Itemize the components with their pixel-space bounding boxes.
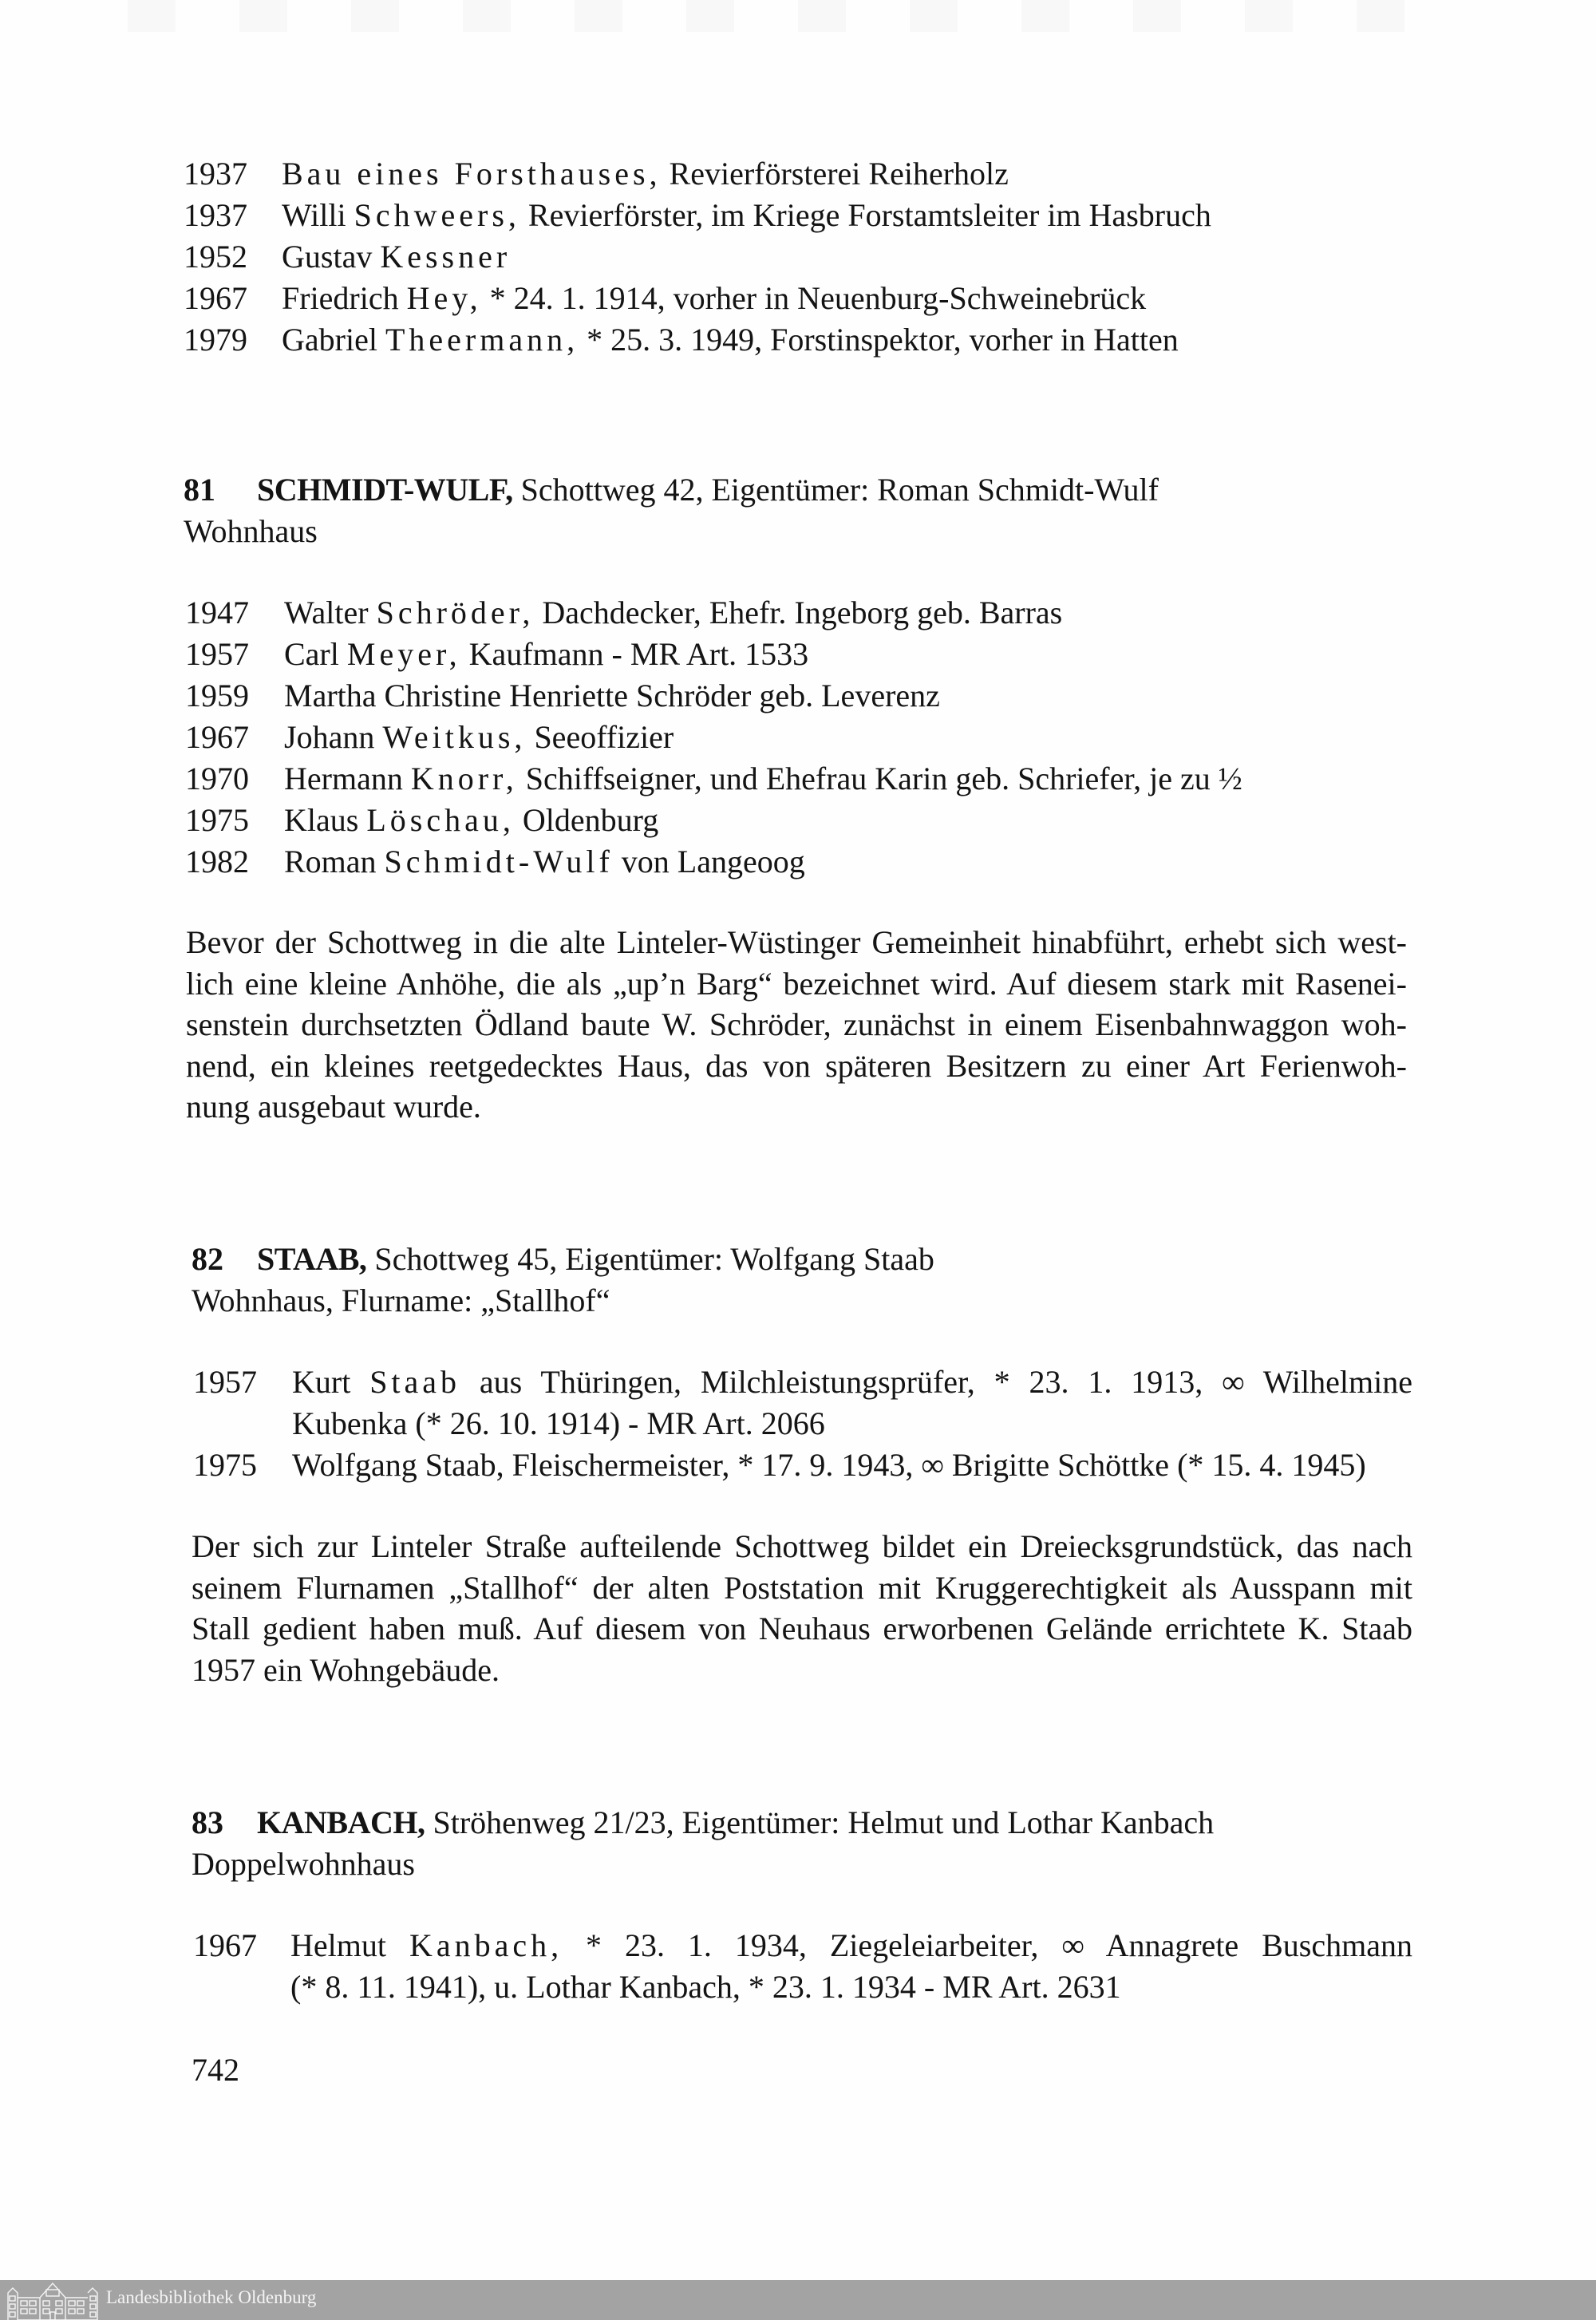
entry-text: Hermann Knorr, Schiffseigner, und Ehefrau Karin geb. Schriefer, je zu ½ <box>284 761 1242 796</box>
library-building-icon <box>5 2282 101 2320</box>
section-subtitle: Doppelwohnhaus <box>192 1846 415 1882</box>
section-paragraph: Der sich zur Linteler Straße aufteilende Schottweg bildet ein Dreiecksgrundstück, das nach seinem Flurnamen „Stallhof“ der alten Poststation mit Kruggerechtigkeit als Ausspann mit Stall gedient haben muß. Auf diesem von Neuhaus erworbenen Gelände errichtete K. Staab 1957 ein Wohngebäude. <box>192 1528 1412 1688</box>
entry-text: Kurt Staab aus Thüringen, Milchleistungsprüfer, * 23. 1. 1913, ∞ Wilhelmine <box>292 1364 1412 1400</box>
entry-year: 1975 <box>193 1447 257 1483</box>
list-item: Willi Schweers, Revierförster, im Kriege Forstamtsleiter im Hasbruch <box>282 197 1211 233</box>
entry-text-continuation: Kubenka (* 26. 10. 1914) - MR Art. 2066 <box>292 1405 825 1441</box>
entry-year: 1967 <box>185 719 249 755</box>
section-subtitle: Wohnhaus <box>184 513 318 549</box>
entry-text: Johann Weitkus, Seeoffizier <box>284 719 674 755</box>
list-year: 1979 <box>184 322 247 358</box>
entry-year: 1967 <box>193 1927 257 1963</box>
list-item: Friedrich Hey, * 24. 1. 1914, vorher in Neuenburg-Schweinebrück <box>282 280 1147 316</box>
entry-year: 1947 <box>185 595 249 630</box>
entry-text: Carl Meyer, Kaufmann - MR Art. 1533 <box>284 636 809 672</box>
entry-year: 1957 <box>193 1364 257 1400</box>
entry-text: Klaus Löschau, Oldenburg <box>284 802 659 838</box>
entry-year: 1982 <box>185 844 249 879</box>
entry-text-continuation: (* 8. 11. 1941), u. Lothar Kanbach, * 23. 1. 1934 - MR Art. 2631 <box>290 1969 1121 2005</box>
entry-year: 1959 <box>185 678 249 713</box>
entry-text: Helmut Kanbach, * 23. 1. 1934, Ziegeleiarbeiter, ∞ Annagrete Buschmann <box>290 1927 1412 1963</box>
library-name: Landesbibliothek Oldenburg <box>106 2287 317 2307</box>
section-subtitle: Wohnhaus, Flurname: „Stallhof“ <box>192 1283 610 1318</box>
entry-text: Martha Christine Henriette Schröder geb. Leverenz <box>284 678 940 713</box>
entry-year: 1957 <box>185 636 249 672</box>
section-heading: 81 SCHMIDT-WULF, Schottweg 42, Eigentümer: Roman Schmidt-Wulf <box>184 472 1159 508</box>
section-paragraph: Bevor der Schottweg in die alte Linteler-Wüstinger Gemeinheit hinabführt, erhebt sich west- lich eine kleine Anhöhe, die als „up’n Barg“ bezeichnet wird. Auf diesem stark mit Rasenei- senstein durchsetzten Ödland baute W. Schröder, zunächst in einem Eisenbahnwaggon woh- nend, ein kleines reetgedecktes Haus, das von späteren Besitzern zu einer Art Ferienwoh- nung ausgebaut wurde. <box>186 924 1407 1124</box>
list-year: 1937 <box>184 156 247 192</box>
section-heading: 82 STAAB, Schottweg 45, Eigentümer: Wolfgang Staab <box>192 1241 934 1277</box>
list-year: 1967 <box>184 280 247 316</box>
page-number: 742 <box>192 2052 239 2088</box>
section-heading: 83 KANBACH, Ströhenweg 21/23, Eigentümer: Helmut und Lothar Kanbach <box>192 1804 1215 1840</box>
footer-bar <box>0 2280 1596 2320</box>
list-item: Gustav Kessner <box>282 239 512 275</box>
show-through-artifact <box>128 0 1468 32</box>
list-year: 1937 <box>184 197 247 233</box>
list-year: 1952 <box>184 239 247 275</box>
entry-year: 1970 <box>185 761 249 796</box>
list-item: Gabriel Theermann, * 25. 3. 1949, Forstinspektor, vorher in Hatten <box>282 322 1179 358</box>
entry-text: Wolfgang Staab, Fleischermeister, * 17. 9. 1943, ∞ Brigitte Schöttke (* 15. 4. 1945) <box>292 1447 1366 1483</box>
list-item: Bau eines Forsthauses, Revierförsterei Reiherholz <box>282 156 1009 192</box>
entry-text: Walter Schröder, Dachdecker, Ehefr. Ingeborg geb. Barras <box>284 595 1063 630</box>
entry-text: Roman Schmidt-Wulf von Langeoog <box>284 844 805 879</box>
entry-year: 1975 <box>185 802 249 838</box>
